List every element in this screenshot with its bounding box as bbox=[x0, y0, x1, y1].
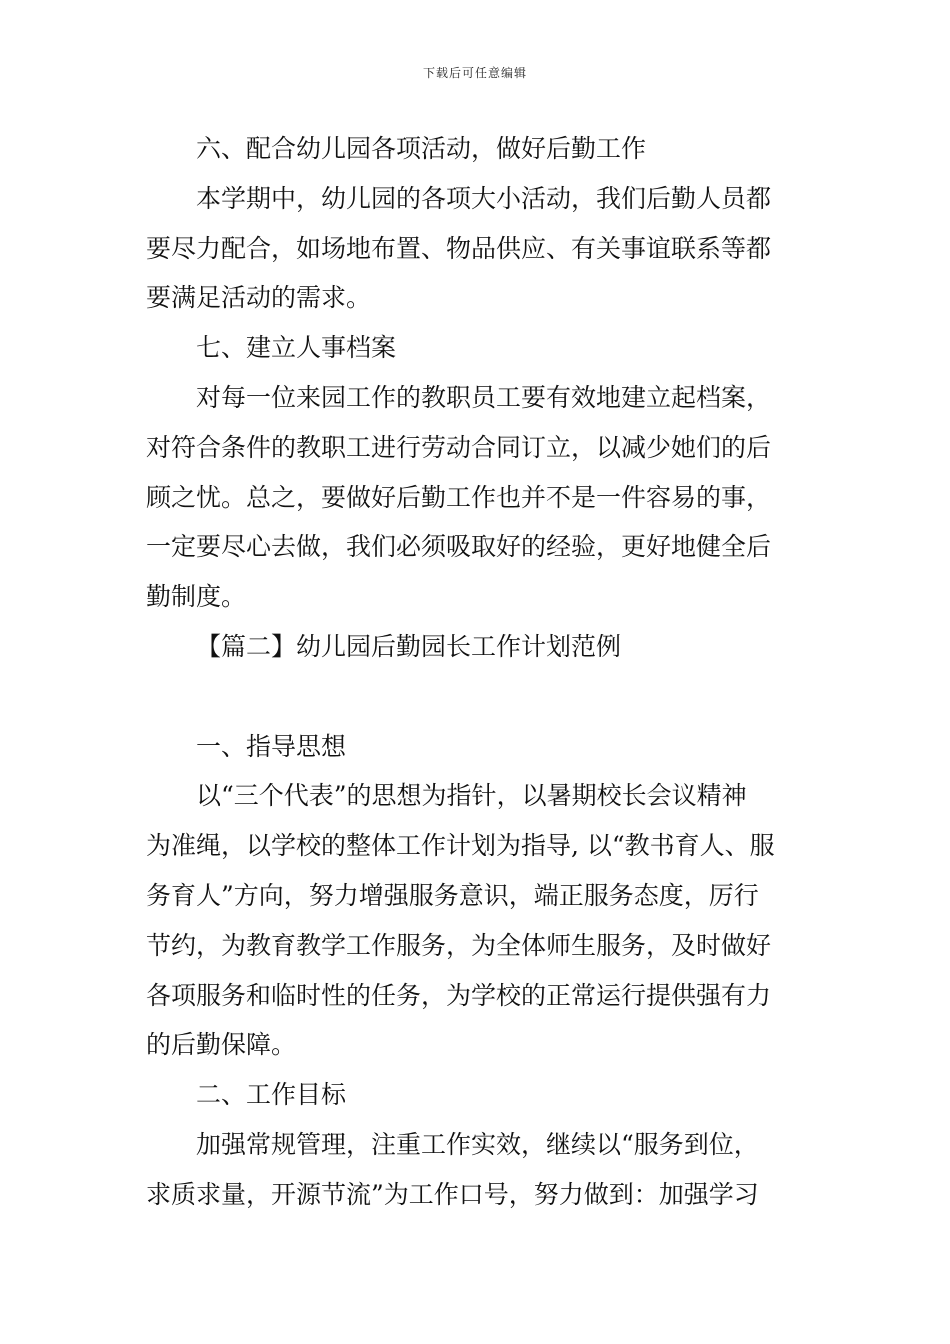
page-header: 下载后可任意编辑 bbox=[422, 66, 527, 80]
text-line: 对每一位来园工作的教职员工要有效地建立起档案， bbox=[196, 382, 772, 412]
text-line: 加强常规管理，注重工作实效，继续以“服务到位， bbox=[196, 1129, 759, 1159]
paragraph-seven bbox=[146, 373, 808, 622]
text-line: 为准绳，以学校的整体工作计划为指导, 以“教书育人、服 bbox=[146, 831, 775, 861]
text-line: 要满足活动的需求。 bbox=[146, 283, 372, 313]
blank-line bbox=[146, 672, 808, 722]
heading-seven: 七、建立人事档案 bbox=[196, 333, 397, 363]
text-line: 勤制度。 bbox=[146, 582, 247, 612]
heading-one: 一、指导思想 bbox=[196, 731, 347, 761]
text-line: 的后勤保障。 bbox=[146, 1030, 297, 1060]
text-line: 以“三个代表”的思想为指针，以暑期校长会议精神 bbox=[196, 781, 747, 811]
text-line: 对符合条件的教职工进行劳动合同订立，以减少她们的后 bbox=[146, 432, 772, 462]
text-line: 本学期中，幼儿园的各项大小活动，我们后勤人员都 bbox=[196, 183, 772, 213]
text-line: 务育人”方向，努力增强服务意识，端正服务态度，厉行 bbox=[146, 880, 759, 910]
text-line: 各项服务和临时性的任务，为学校的正常运行提供强有力 bbox=[146, 980, 772, 1010]
text-line: 节约，为教育教学工作服务，为全体师生服务，及时做好 bbox=[146, 930, 772, 960]
text-line: 顾之忧。总之，要做好后勤工作也并不是一件容易的事， bbox=[146, 482, 772, 512]
heading-two: 二、工作目标 bbox=[196, 1080, 347, 1110]
paragraph-two bbox=[146, 1120, 808, 1220]
section-two-title: 【篇二】幼儿园后勤园长工作计划范例 bbox=[196, 631, 622, 661]
paragraph-six bbox=[146, 174, 808, 323]
heading-six: 六、配合幼儿园各项活动，做好后勤工作 bbox=[196, 134, 647, 163]
paragraph-one bbox=[146, 771, 808, 1070]
document-body bbox=[146, 124, 808, 1220]
text-line: 要尽力配合，如场地布置、物品供应、有关事谊联系等都 bbox=[146, 233, 772, 263]
text-line: 求质求量，开源节流”为工作口号，努力做到：加强学习 bbox=[146, 1179, 759, 1209]
text-line: 一定要尽心去做，我们必须吸取好的经验，更好地健全后 bbox=[146, 532, 772, 562]
